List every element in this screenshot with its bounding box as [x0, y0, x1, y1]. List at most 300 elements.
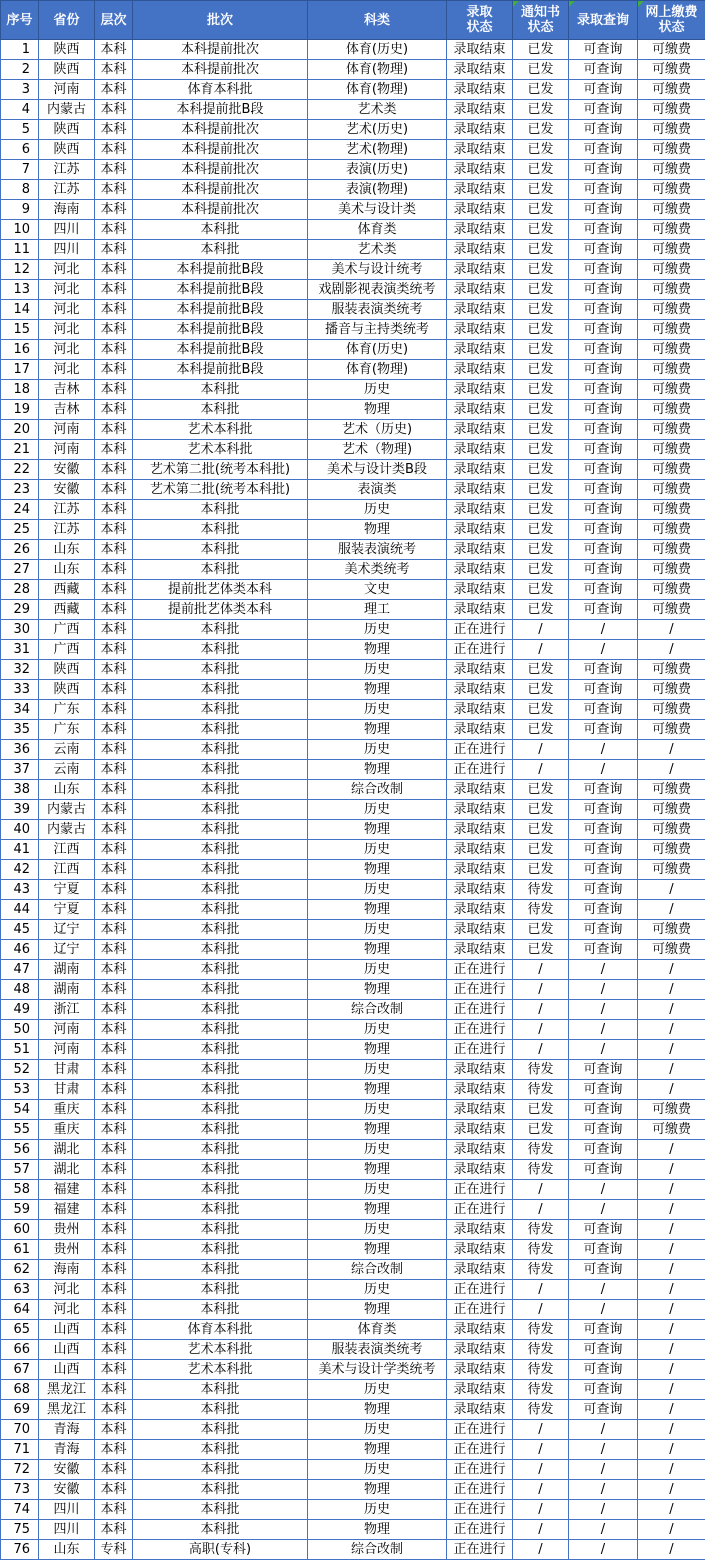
cell-admission-query: 可查询	[569, 500, 638, 520]
cell-province: 福建	[39, 1180, 95, 1200]
cell-level: 本科	[95, 280, 133, 300]
cell-level: 本科	[95, 540, 133, 560]
cell-province: 内蒙古	[39, 820, 95, 840]
header-batch: 批次	[133, 1, 308, 40]
cell-notice-status: 已发	[513, 260, 569, 280]
header-payment-status	[638, 1, 705, 40]
cell-seq: 36	[1, 740, 39, 760]
cell-payment-status: 可缴费	[638, 600, 705, 620]
cell-payment-status: 可缴费	[638, 280, 705, 300]
cell-subject: 艺术(历史)	[308, 120, 447, 140]
cell-batch: 本科批	[133, 380, 308, 400]
table-row	[1, 180, 705, 200]
cell-admission-query: 可查询	[569, 320, 638, 340]
cell-admission-status: 正在进行	[447, 1300, 513, 1320]
cell-seq: 73	[1, 1480, 39, 1500]
header-query-label: 录取查询	[577, 13, 629, 28]
cell-admission-query: /	[569, 1020, 638, 1040]
cell-subject: 历史	[308, 1140, 447, 1160]
cell-level: 本科	[95, 1080, 133, 1100]
cell-admission-status: 录取结束	[447, 1160, 513, 1180]
cell-subject: 物理	[308, 760, 447, 780]
header-admission-status: 录取 状态	[447, 1, 513, 40]
cell-batch: 艺术第二批(统考本科批)	[133, 460, 308, 480]
cell-province: 陕西	[39, 680, 95, 700]
cell-level: 本科	[95, 520, 133, 540]
table-row	[1, 640, 705, 660]
cell-province: 河北	[39, 1280, 95, 1300]
table-row	[1, 1320, 705, 1340]
cell-level: 本科	[95, 880, 133, 900]
cell-payment-status: 可缴费	[638, 500, 705, 520]
table-row	[1, 1200, 705, 1220]
cell-admission-status: 录取结束	[447, 1060, 513, 1080]
cell-admission-query: 可查询	[569, 1260, 638, 1280]
table-row	[1, 440, 705, 460]
cell-seq: 4	[1, 100, 39, 120]
cell-subject: 物理	[308, 1300, 447, 1320]
table-row	[1, 1340, 705, 1360]
cell-notice-status: 待发	[513, 1240, 569, 1260]
cell-batch: 本科批	[133, 1300, 308, 1320]
cell-payment-status: 可缴费	[638, 420, 705, 440]
cell-admission-query: 可查询	[569, 140, 638, 160]
cell-province: 甘肃	[39, 1060, 95, 1080]
cell-seq: 74	[1, 1500, 39, 1520]
cell-seq: 46	[1, 940, 39, 960]
cell-seq: 54	[1, 1100, 39, 1120]
cell-province: 江苏	[39, 160, 95, 180]
cell-province: 云南	[39, 740, 95, 760]
cell-seq: 40	[1, 820, 39, 840]
cell-admission-status: 录取结束	[447, 580, 513, 600]
cell-notice-status: 已发	[513, 460, 569, 480]
cell-admission-query: 可查询	[569, 1320, 638, 1340]
cell-admission-query: 可查询	[569, 40, 638, 60]
cell-payment-status: 可缴费	[638, 940, 705, 960]
cell-subject: 物理	[308, 1080, 447, 1100]
cell-admission-status: 录取结束	[447, 220, 513, 240]
header-province: 省份	[39, 1, 95, 40]
cell-subject: 戏剧影视表演类统考	[308, 280, 447, 300]
cell-province: 青海	[39, 1420, 95, 1440]
cell-seq: 23	[1, 480, 39, 500]
cell-level: 本科	[95, 1220, 133, 1240]
cell-notice-status: 待发	[513, 900, 569, 920]
cell-payment-status: 可缴费	[638, 100, 705, 120]
cell-notice-status: /	[513, 1480, 569, 1500]
cell-notice-status: 待发	[513, 1160, 569, 1180]
table-row	[1, 980, 705, 1000]
cell-level: 本科	[95, 1120, 133, 1140]
cell-seq: 18	[1, 380, 39, 400]
cell-notice-status: 已发	[513, 60, 569, 80]
cell-payment-status: 可缴费	[638, 700, 705, 720]
cell-province: 湖南	[39, 960, 95, 980]
table-row	[1, 840, 705, 860]
cell-subject: 体育类	[308, 220, 447, 240]
cell-level: 专科	[95, 1540, 133, 1560]
table-row	[1, 220, 705, 240]
cell-seq: 47	[1, 960, 39, 980]
cell-seq: 2	[1, 60, 39, 80]
cell-batch: 本科批	[133, 1220, 308, 1240]
cell-notice-status: 待发	[513, 1220, 569, 1240]
cell-admission-status: 录取结束	[447, 420, 513, 440]
cell-batch: 本科批	[133, 1180, 308, 1200]
cell-subject: 物理	[308, 1160, 447, 1180]
cell-subject: 美术与设计类B段	[308, 460, 447, 480]
cell-subject: 物理	[308, 900, 447, 920]
cell-subject: 物理	[308, 1400, 447, 1420]
cell-subject: 体育(物理)	[308, 80, 447, 100]
header-notice-status	[513, 1, 569, 40]
cell-batch: 本科批	[133, 400, 308, 420]
cell-subject: 历史	[308, 1500, 447, 1520]
table-row	[1, 40, 705, 60]
cell-admission-query: 可查询	[569, 220, 638, 240]
cell-batch: 本科批	[133, 1500, 308, 1520]
cell-province: 辽宁	[39, 920, 95, 940]
cell-notice-status: 待发	[513, 1380, 569, 1400]
cell-payment-status: 可缴费	[638, 320, 705, 340]
cell-subject: 综合改制	[308, 1540, 447, 1560]
cell-batch: 本科批	[133, 1440, 308, 1460]
cell-admission-query: 可查询	[569, 240, 638, 260]
cell-payment-status: 可缴费	[638, 240, 705, 260]
cell-admission-status: 正在进行	[447, 1420, 513, 1440]
cell-admission-query: 可查询	[569, 160, 638, 180]
cell-admission-query: 可查询	[569, 920, 638, 940]
cell-admission-status: 录取结束	[447, 1320, 513, 1340]
cell-seq: 31	[1, 640, 39, 660]
cell-payment-status: /	[638, 1200, 705, 1220]
cell-province: 内蒙古	[39, 800, 95, 820]
cell-admission-status: 录取结束	[447, 400, 513, 420]
cell-notice-status: 已发	[513, 480, 569, 500]
cell-province: 四川	[39, 240, 95, 260]
cell-province: 四川	[39, 220, 95, 240]
cell-level: 本科	[95, 1440, 133, 1460]
cell-subject: 体育(物理)	[308, 360, 447, 380]
table-row	[1, 700, 705, 720]
cell-batch: 本科批	[133, 1420, 308, 1440]
cell-batch: 本科批	[133, 1100, 308, 1120]
cell-seq: 68	[1, 1380, 39, 1400]
cell-notice-status: 已发	[513, 700, 569, 720]
comment-marker-icon	[569, 1, 575, 7]
cell-province: 河北	[39, 300, 95, 320]
cell-province: 江苏	[39, 180, 95, 200]
cell-seq: 7	[1, 160, 39, 180]
cell-subject: 物理	[308, 1480, 447, 1500]
cell-seq: 60	[1, 1220, 39, 1240]
cell-admission-status: 录取结束	[447, 600, 513, 620]
cell-payment-status: /	[638, 1060, 705, 1080]
cell-batch: 提前批艺体类本科	[133, 600, 308, 620]
cell-province: 吉林	[39, 380, 95, 400]
table-row	[1, 80, 705, 100]
cell-notice-status: 已发	[513, 160, 569, 180]
cell-admission-status: 正在进行	[447, 640, 513, 660]
cell-level: 本科	[95, 400, 133, 420]
cell-admission-status: 录取结束	[447, 800, 513, 820]
cell-payment-status: /	[638, 1000, 705, 1020]
cell-admission-query: 可查询	[569, 1400, 638, 1420]
cell-payment-status: /	[638, 760, 705, 780]
cell-admission-query: 可查询	[569, 600, 638, 620]
cell-seq: 39	[1, 800, 39, 820]
table-row	[1, 720, 705, 740]
table-row	[1, 1160, 705, 1180]
cell-notice-status: 已发	[513, 780, 569, 800]
cell-notice-status: 已发	[513, 340, 569, 360]
cell-level: 本科	[95, 160, 133, 180]
cell-subject: 历史	[308, 960, 447, 980]
cell-province: 陕西	[39, 140, 95, 160]
cell-level: 本科	[95, 500, 133, 520]
cell-notice-status: 待发	[513, 1360, 569, 1380]
cell-province: 内蒙古	[39, 100, 95, 120]
cell-province: 山东	[39, 1540, 95, 1560]
cell-admission-status: 录取结束	[447, 1400, 513, 1420]
cell-admission-status: 录取结束	[447, 260, 513, 280]
cell-notice-status: 已发	[513, 520, 569, 540]
cell-payment-status: 可缴费	[638, 400, 705, 420]
cell-payment-status: /	[638, 960, 705, 980]
cell-seq: 27	[1, 560, 39, 580]
cell-notice-status: 已发	[513, 280, 569, 300]
cell-batch: 本科批	[133, 780, 308, 800]
cell-payment-status: /	[638, 640, 705, 660]
cell-payment-status: /	[638, 1140, 705, 1160]
cell-level: 本科	[95, 1420, 133, 1440]
cell-notice-status: /	[513, 640, 569, 660]
cell-seq: 22	[1, 460, 39, 480]
cell-admission-status: 录取结束	[447, 1220, 513, 1240]
cell-notice-status: 待发	[513, 1320, 569, 1340]
cell-level: 本科	[95, 680, 133, 700]
cell-batch: 体育本科批	[133, 80, 308, 100]
cell-notice-status: /	[513, 980, 569, 1000]
cell-payment-status: 可缴费	[638, 260, 705, 280]
cell-batch: 本科批	[133, 720, 308, 740]
cell-batch: 本科批	[133, 660, 308, 680]
cell-seq: 63	[1, 1280, 39, 1300]
cell-province: 江西	[39, 840, 95, 860]
cell-level: 本科	[95, 1020, 133, 1040]
cell-level: 本科	[95, 220, 133, 240]
cell-admission-status: 录取结束	[447, 60, 513, 80]
cell-payment-status: /	[638, 1420, 705, 1440]
cell-batch: 本科批	[133, 760, 308, 780]
comment-marker-icon	[638, 1, 644, 7]
cell-admission-status: 录取结束	[447, 500, 513, 520]
cell-payment-status: /	[638, 1240, 705, 1260]
cell-level: 本科	[95, 840, 133, 860]
cell-batch: 本科提前批B段	[133, 100, 308, 120]
cell-admission-status: 录取结束	[447, 1080, 513, 1100]
cell-subject: 综合改制	[308, 780, 447, 800]
cell-admission-status: 录取结束	[447, 100, 513, 120]
cell-admission-query: /	[569, 1500, 638, 1520]
cell-payment-status: 可缴费	[638, 820, 705, 840]
cell-batch: 本科批	[133, 1000, 308, 1020]
cell-admission-query: 可查询	[569, 1060, 638, 1080]
cell-admission-query: 可查询	[569, 1240, 638, 1260]
cell-notice-status: 已发	[513, 120, 569, 140]
cell-province: 河南	[39, 80, 95, 100]
cell-level: 本科	[95, 740, 133, 760]
cell-province: 山西	[39, 1320, 95, 1340]
cell-payment-status: 可缴费	[638, 440, 705, 460]
cell-level: 本科	[95, 940, 133, 960]
cell-seq: 8	[1, 180, 39, 200]
table-row	[1, 1120, 705, 1140]
cell-level: 本科	[95, 1060, 133, 1080]
cell-level: 本科	[95, 1000, 133, 1020]
cell-admission-status: 录取结束	[447, 380, 513, 400]
cell-subject: 物理	[308, 720, 447, 740]
cell-admission-status: 录取结束	[447, 280, 513, 300]
cell-level: 本科	[95, 440, 133, 460]
cell-batch: 本科批	[133, 800, 308, 820]
header-row	[1, 1, 705, 40]
cell-province: 安徽	[39, 1460, 95, 1480]
cell-payment-status: 可缴费	[638, 120, 705, 140]
cell-notice-status: 待发	[513, 1080, 569, 1100]
cell-batch: 本科提前批次	[133, 60, 308, 80]
cell-seq: 53	[1, 1080, 39, 1100]
cell-subject: 体育(历史)	[308, 340, 447, 360]
cell-seq: 1	[1, 40, 39, 60]
cell-subject: 体育(物理)	[308, 60, 447, 80]
cell-payment-status: 可缴费	[638, 140, 705, 160]
cell-admission-query: 可查询	[569, 380, 638, 400]
table-row	[1, 1500, 705, 1520]
cell-province: 海南	[39, 1260, 95, 1280]
cell-level: 本科	[95, 580, 133, 600]
cell-payment-status: /	[638, 1320, 705, 1340]
cell-batch: 本科批	[133, 1040, 308, 1060]
cell-subject: 物理	[308, 1520, 447, 1540]
cell-level: 本科	[95, 460, 133, 480]
cell-notice-status: 已发	[513, 360, 569, 380]
cell-notice-status: /	[513, 1280, 569, 1300]
cell-province: 河北	[39, 280, 95, 300]
table-row	[1, 600, 705, 620]
cell-notice-status: 已发	[513, 680, 569, 700]
cell-province: 甘肃	[39, 1080, 95, 1100]
cell-batch: 本科批	[133, 540, 308, 560]
cell-subject: 艺术(物理)	[308, 140, 447, 160]
cell-level: 本科	[95, 360, 133, 380]
cell-notice-status: /	[513, 740, 569, 760]
cell-seq: 20	[1, 420, 39, 440]
cell-batch: 本科批	[133, 680, 308, 700]
cell-seq: 58	[1, 1180, 39, 1200]
cell-admission-status: 录取结束	[447, 840, 513, 860]
cell-seq: 17	[1, 360, 39, 380]
cell-level: 本科	[95, 40, 133, 60]
cell-batch: 本科提前批次	[133, 200, 308, 220]
table-row	[1, 520, 705, 540]
cell-admission-status: 录取结束	[447, 700, 513, 720]
cell-province: 重庆	[39, 1120, 95, 1140]
table-row	[1, 1280, 705, 1300]
cell-notice-status: /	[513, 1020, 569, 1040]
cell-admission-status: 录取结束	[447, 780, 513, 800]
cell-subject: 历史	[308, 500, 447, 520]
cell-province: 云南	[39, 760, 95, 780]
cell-subject: 历史	[308, 1420, 447, 1440]
cell-payment-status: 可缴费	[638, 360, 705, 380]
cell-admission-query: 可查询	[569, 900, 638, 920]
cell-admission-query: 可查询	[569, 400, 638, 420]
cell-province: 黑龙江	[39, 1380, 95, 1400]
cell-seq: 5	[1, 120, 39, 140]
cell-seq: 26	[1, 540, 39, 560]
cell-notice-status: 已发	[513, 720, 569, 740]
cell-seq: 15	[1, 320, 39, 340]
cell-province: 宁夏	[39, 900, 95, 920]
table-row	[1, 500, 705, 520]
cell-admission-status: 正在进行	[447, 1020, 513, 1040]
cell-payment-status: /	[638, 880, 705, 900]
cell-subject: 历史	[308, 1100, 447, 1120]
cell-admission-query: 可查询	[569, 460, 638, 480]
cell-subject: 艺术（物理)	[308, 440, 447, 460]
cell-subject: 物理	[308, 820, 447, 840]
table-row	[1, 920, 705, 940]
cell-seq: 42	[1, 860, 39, 880]
cell-payment-status: /	[638, 1260, 705, 1280]
table-row	[1, 340, 705, 360]
cell-notice-status: 已发	[513, 300, 569, 320]
cell-subject: 美术类统考	[308, 560, 447, 580]
cell-subject: 历史	[308, 1460, 447, 1480]
cell-payment-status: 可缴费	[638, 1120, 705, 1140]
cell-admission-query: /	[569, 1440, 638, 1460]
cell-admission-query: 可查询	[569, 1340, 638, 1360]
cell-payment-status: 可缴费	[638, 460, 705, 480]
cell-admission-query: /	[569, 640, 638, 660]
cell-batch: 高职(专科)	[133, 1540, 308, 1560]
cell-admission-query: /	[569, 1040, 638, 1060]
cell-subject: 物理	[308, 400, 447, 420]
cell-admission-query: 可查询	[569, 1100, 638, 1120]
cell-admission-query: /	[569, 1480, 638, 1500]
cell-subject: 物理	[308, 940, 447, 960]
cell-admission-status: 录取结束	[447, 940, 513, 960]
cell-payment-status: 可缴费	[638, 560, 705, 580]
cell-payment-status: /	[638, 1300, 705, 1320]
cell-notice-status: 待发	[513, 1400, 569, 1420]
table-row	[1, 680, 705, 700]
cell-notice-status: 已发	[513, 940, 569, 960]
cell-admission-status: 录取结束	[447, 900, 513, 920]
cell-admission-query: /	[569, 960, 638, 980]
table-row	[1, 1080, 705, 1100]
cell-batch: 本科批	[133, 520, 308, 540]
cell-level: 本科	[95, 1480, 133, 1500]
cell-subject: 美术与设计类	[308, 200, 447, 220]
table-row	[1, 1000, 705, 1020]
table-row	[1, 620, 705, 640]
table-row	[1, 260, 705, 280]
cell-batch: 本科批	[133, 1280, 308, 1300]
cell-notice-status: 已发	[513, 380, 569, 400]
